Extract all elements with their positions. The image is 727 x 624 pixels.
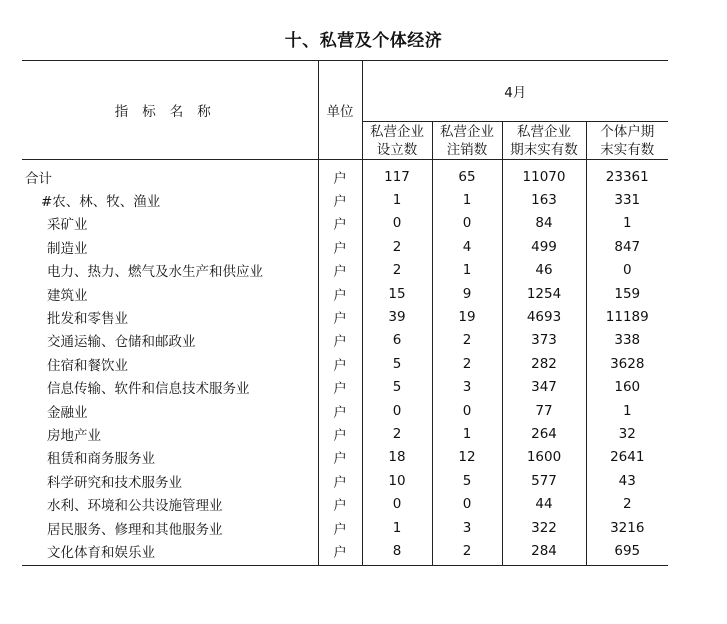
row-indicator-name: 信息传输、软件和信息技术服务业 [22, 376, 318, 399]
row-value: 32 [618, 425, 636, 442]
row-unit: 户 [318, 329, 362, 352]
table-row [22, 259, 668, 282]
row-unit: 户 [318, 446, 362, 469]
row-value: 347 [502, 376, 586, 399]
column-header-existing-enterprises: 私营企业 期末实有数 [502, 122, 586, 160]
row-value: 1 [362, 188, 432, 211]
row-indicator-name: 房地产业 [22, 422, 318, 445]
table-row [22, 446, 668, 469]
row-value: 0 [432, 492, 502, 515]
table-row [22, 539, 668, 565]
row-value: 0 [362, 492, 432, 515]
row-value: 1 [622, 215, 632, 232]
row-value: 84 [502, 212, 586, 235]
row-indicator-name: 居民服务、修理和其他服务业 [22, 516, 318, 539]
row-value: 0 [622, 262, 632, 279]
indicator-name-header: 指标名称 [22, 61, 318, 160]
row-unit: 户 [318, 469, 362, 492]
table-header [22, 61, 668, 160]
row-unit: 户 [318, 235, 362, 258]
row-value: 46 [502, 259, 586, 282]
table-row [22, 469, 668, 492]
row-value: 1 [432, 259, 502, 282]
row-value: 1 [432, 422, 502, 445]
row-value: 11189 [605, 309, 649, 326]
row-value: 847 [614, 238, 641, 255]
row-value: 11070 [502, 160, 586, 189]
row-unit: 户 [318, 422, 362, 445]
table-row [22, 188, 668, 211]
row-value: 5 [362, 352, 432, 375]
row-unit: 户 [318, 282, 362, 305]
row-value: 3 [432, 376, 502, 399]
row-value: 77 [502, 399, 586, 422]
row-indicator-name: 科学研究和技术服务业 [22, 469, 318, 492]
row-value: 4 [432, 235, 502, 258]
row-value: 8 [362, 539, 432, 565]
row-value: 1254 [502, 282, 586, 305]
row-value: 65 [432, 160, 502, 189]
row-value: 5 [362, 376, 432, 399]
row-value: 695 [586, 539, 668, 565]
table-row [22, 212, 668, 235]
row-value: 2 [362, 422, 432, 445]
unit-header: 单位 [318, 61, 362, 160]
table-row [22, 492, 668, 515]
row-value: 9 [432, 282, 502, 305]
row-value: 3628 [610, 355, 645, 372]
row-unit: 户 [318, 492, 362, 515]
row-value: 338 [614, 332, 641, 349]
row-value: 0 [432, 399, 502, 422]
row-value: 577 [502, 469, 586, 492]
table-row [22, 376, 668, 399]
row-unit: 户 [318, 212, 362, 235]
row-unit: 户 [318, 160, 362, 189]
table-row [22, 235, 668, 258]
row-unit: 户 [318, 399, 362, 422]
row-indicator-name: 文化体育和娱乐业 [22, 539, 318, 565]
column-header-established: 私营企业 设立数 [362, 122, 432, 160]
row-value: 282 [502, 352, 586, 375]
row-value: 3216 [610, 519, 645, 536]
row-value: 2 [362, 259, 432, 282]
row-value: 160 [614, 379, 641, 396]
table-row [22, 282, 668, 305]
row-value: 1600 [502, 446, 586, 469]
row-value: 15 [362, 282, 432, 305]
row-indicator-name: 电力、热力、燃气及水生产和供应业 [22, 259, 318, 282]
row-value: 331 [614, 192, 641, 209]
row-value: 5 [432, 469, 502, 492]
row-value: 0 [362, 212, 432, 235]
row-value: 39 [362, 305, 432, 328]
table-row [22, 516, 668, 539]
row-value: 2 [432, 539, 502, 565]
row-value: 4693 [502, 305, 586, 328]
row-value: 1 [362, 516, 432, 539]
row-value: 264 [502, 422, 586, 445]
table-row [22, 422, 668, 445]
period-header: 4月 [362, 61, 668, 122]
table-row [22, 329, 668, 352]
row-value: 23361 [605, 168, 649, 185]
row-unit: 户 [318, 259, 362, 282]
row-value: 159 [614, 285, 641, 302]
row-indicator-name: #农、林、牧、渔业 [22, 188, 318, 211]
row-indicator-name: 制造业 [22, 235, 318, 258]
table-body [22, 160, 668, 566]
row-value: 2 [432, 329, 502, 352]
row-value: 2 [362, 235, 432, 258]
row-indicator-name: 采矿业 [22, 212, 318, 235]
row-indicator-name: 合计 [22, 160, 318, 189]
table-row [22, 305, 668, 328]
table-row [22, 352, 668, 375]
row-value: 0 [362, 399, 432, 422]
row-value: 43 [618, 472, 636, 489]
row-value: 12 [432, 446, 502, 469]
row-indicator-name: 金融业 [22, 399, 318, 422]
row-value: 2 [432, 352, 502, 375]
row-value: 373 [502, 329, 586, 352]
table-row [22, 399, 668, 422]
row-unit: 户 [318, 305, 362, 328]
row-value: 19 [432, 305, 502, 328]
row-unit: 户 [318, 376, 362, 399]
private-economy-table [22, 60, 668, 566]
row-indicator-name: 水利、环境和公共设施管理业 [22, 492, 318, 515]
row-value: 3 [432, 516, 502, 539]
row-unit: 户 [318, 352, 362, 375]
column-header-existing-individuals: 个体户期 末实有数 [586, 122, 668, 160]
row-value: 1 [432, 188, 502, 211]
row-value: 0 [432, 212, 502, 235]
row-unit: 户 [318, 539, 362, 565]
row-value: 163 [502, 188, 586, 211]
row-value: 2641 [610, 449, 645, 466]
row-value: 1 [622, 402, 632, 419]
table-row [22, 160, 668, 189]
row-value: 6 [362, 329, 432, 352]
row-indicator-name: 租赁和商务服务业 [22, 446, 318, 469]
row-indicator-name: 住宿和餐饮业 [22, 352, 318, 375]
row-unit: 户 [318, 188, 362, 211]
row-indicator-name: 建筑业 [22, 282, 318, 305]
row-value: 117 [362, 160, 432, 189]
row-value: 2 [622, 496, 632, 513]
row-indicator-name: 交通运输、仓储和邮政业 [22, 329, 318, 352]
row-value: 499 [502, 235, 586, 258]
row-value: 322 [502, 516, 586, 539]
row-indicator-name: 批发和零售业 [22, 305, 318, 328]
row-unit: 户 [318, 516, 362, 539]
row-value: 10 [362, 469, 432, 492]
row-value: 18 [362, 446, 432, 469]
row-value: 44 [502, 492, 586, 515]
column-header-cancelled: 私营企业 注销数 [432, 122, 502, 160]
page-title: 十、私营及个体经济 [284, 31, 443, 51]
row-value: 284 [502, 539, 586, 565]
